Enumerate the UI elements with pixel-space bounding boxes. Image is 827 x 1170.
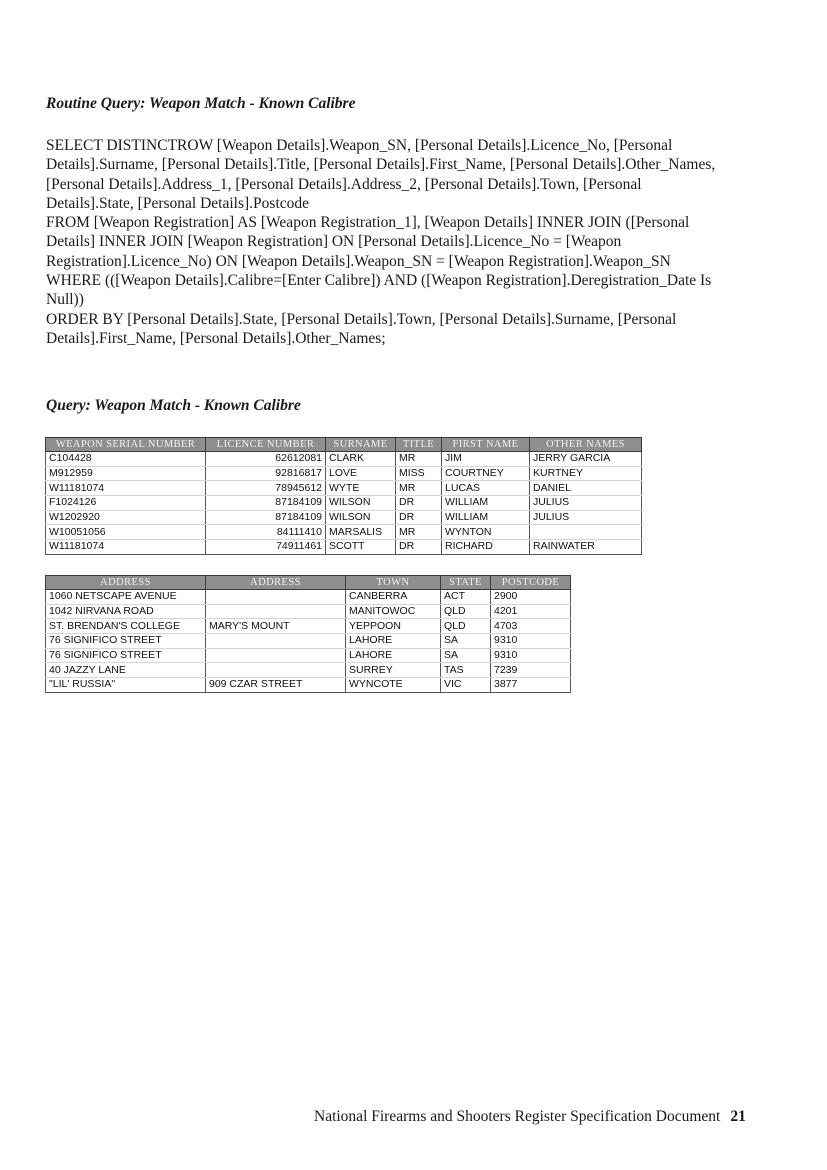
table-cell: 2900 — [491, 590, 571, 605]
table-cell: DR — [396, 540, 442, 555]
table-cell: WILSON — [326, 510, 396, 525]
table-cell: JULIUS — [530, 496, 642, 511]
sql-line: Details].State, [Personal Details].Postcode — [46, 194, 310, 212]
table-cell: CANBERRA — [346, 590, 441, 605]
table-cell: JERRY GARCIA — [530, 452, 642, 467]
table-cell: W11181074 — [46, 540, 206, 555]
table-row — [46, 663, 571, 678]
table-cell: C104428 — [46, 452, 206, 467]
table-row — [46, 619, 571, 634]
table-cell: KURTNEY — [530, 466, 642, 481]
table-row — [46, 540, 642, 555]
table-cell — [206, 590, 346, 605]
table-cell: LAHORE — [346, 634, 441, 649]
table-row — [46, 604, 571, 619]
table-cell: MR — [396, 452, 442, 467]
table-cell: MR — [396, 481, 442, 496]
table-row — [46, 525, 642, 540]
table-cell: MARSALIS — [326, 525, 396, 540]
table-cell: 9310 — [491, 634, 571, 649]
column-header: ADDRESS — [206, 576, 346, 590]
table-cell: 92816817 — [206, 466, 326, 481]
column-header: FIRST NAME — [442, 438, 530, 452]
column-header: TITLE — [396, 438, 442, 452]
table-cell: CLARK — [326, 452, 396, 467]
table-cell: 1060 NETSCAPE AVENUE — [46, 590, 206, 605]
address-results-table — [45, 575, 571, 693]
table-cell — [530, 525, 642, 540]
table-cell: WILLIAM — [442, 510, 530, 525]
table-cell: 9310 — [491, 648, 571, 663]
table-row — [46, 496, 642, 511]
table-cell: LOVE — [326, 466, 396, 481]
table-cell: WILLIAM — [442, 496, 530, 511]
sql-line: Details].First_Name, [Personal Details].Other_Names; — [46, 329, 386, 347]
table-cell: MANITOWOC — [346, 604, 441, 619]
weapon-results-table — [45, 437, 642, 555]
table-cell: TAS — [441, 663, 491, 678]
table-cell: COURTNEY — [442, 466, 530, 481]
routine-query-heading: Routine Query: Weapon Match - Known Calibre — [46, 95, 356, 112]
table-cell — [206, 604, 346, 619]
sql-query-text — [46, 136, 776, 348]
table-cell: WYNCOTE — [346, 678, 441, 693]
table-cell: LUCAS — [442, 481, 530, 496]
table-cell: WYNTON — [442, 525, 530, 540]
table-cell: 3877 — [491, 678, 571, 693]
table-cell — [206, 663, 346, 678]
table-cell: F1024126 — [46, 496, 206, 511]
sql-line: ORDER BY [Personal Details].State, [Personal Details].Town, [Personal Details].Surname, [Personal — [46, 310, 677, 328]
table-cell: W10051056 — [46, 525, 206, 540]
column-header: WEAPON SERIAL NUMBER — [46, 438, 206, 452]
table-cell: W11181074 — [46, 481, 206, 496]
table-body — [46, 590, 571, 693]
table-cell: ST. BRENDAN'S COLLEGE — [46, 619, 206, 634]
page-number: 21 — [730, 1108, 746, 1125]
table-header — [46, 438, 642, 452]
column-header: TOWN — [346, 576, 441, 590]
table-cell: M912959 — [46, 466, 206, 481]
column-header: POSTCODE — [491, 576, 571, 590]
sql-line: [Personal Details].Address_1, [Personal Details].Address_2, [Personal Details].Town, [Personal — [46, 175, 642, 193]
table-header — [46, 576, 571, 590]
sql-line: Details] INNER JOIN [Weapon Registration] ON [Personal Details].Licence_No = [Weapon — [46, 233, 622, 251]
table-cell: QLD — [441, 619, 491, 634]
table-row — [46, 452, 642, 467]
table-row — [46, 590, 571, 605]
column-header: STATE — [441, 576, 491, 590]
sql-line: SELECT DISTINCTROW [Weapon Details].Weapon_SN, [Personal Details].Licence_No, [Personal — [46, 137, 673, 154]
sql-line: WHERE (([Weapon Details].Calibre=[Enter Calibre]) AND ([Weapon Registration].Deregistration_Date Is — [46, 272, 712, 290]
table-cell: JIM — [442, 452, 530, 467]
table-cell: 1042 NIRVANA ROAD — [46, 604, 206, 619]
page-footer — [314, 1108, 746, 1126]
table-cell: 74911461 — [206, 540, 326, 555]
document-title: National Firearms and Shooters Register Specification Document — [314, 1108, 721, 1125]
query-heading: Query: Weapon Match - Known Calibre — [46, 397, 301, 414]
table-cell: SA — [441, 634, 491, 649]
table-cell: DR — [396, 510, 442, 525]
sql-line: Null)) — [46, 291, 84, 309]
table-cell: MR — [396, 525, 442, 540]
table-cell: 87184109 — [206, 510, 326, 525]
table-cell: SURREY — [346, 663, 441, 678]
table-cell: RICHARD — [442, 540, 530, 555]
table-cell: W1202920 — [46, 510, 206, 525]
table-row — [46, 678, 571, 693]
table-cell: WYTE — [326, 481, 396, 496]
table-cell: "LIL' RUSSIA" — [46, 678, 206, 693]
table-cell: WILSON — [326, 496, 396, 511]
table-cell: YEPPOON — [346, 619, 441, 634]
table-row — [46, 634, 571, 649]
table-cell: SA — [441, 648, 491, 663]
table-cell: DANIEL — [530, 481, 642, 496]
table-cell: JULIUS — [530, 510, 642, 525]
table-cell: 78945612 — [206, 481, 326, 496]
table-cell: RAINWATER — [530, 540, 642, 555]
table-cell: LAHORE — [346, 648, 441, 663]
column-header: ADDRESS — [46, 576, 206, 590]
sql-line: FROM [Weapon Registration] AS [Weapon Registration_1], [Weapon Details] INNER JOIN ([Personal — [46, 214, 690, 232]
sql-line: Registration].Licence_No) ON [Weapon Details].Weapon_SN = [Weapon Registration].Weapon_SN — [46, 252, 671, 270]
table-cell: DR — [396, 496, 442, 511]
table-body — [46, 452, 642, 555]
table-cell: MISS — [396, 466, 442, 481]
table-cell: 62612081 — [206, 452, 326, 467]
table-row — [46, 510, 642, 525]
table-cell: 4201 — [491, 604, 571, 619]
table-cell: QLD — [441, 604, 491, 619]
column-header: SURNAME — [326, 438, 396, 452]
table-cell: 7239 — [491, 663, 571, 678]
table-row — [46, 481, 642, 496]
table-cell: SCOTT — [326, 540, 396, 555]
table-row — [46, 648, 571, 663]
table-cell: 76 SIGNIFICO STREET — [46, 648, 206, 663]
column-header: LICENCE NUMBER — [206, 438, 326, 452]
table-cell: 4703 — [491, 619, 571, 634]
table-cell: 87184109 — [206, 496, 326, 511]
table-cell: 76 SIGNIFICO STREET — [46, 634, 206, 649]
table-cell: 40 JAZZY LANE — [46, 663, 206, 678]
sql-line: Details].Surname, [Personal Details].Title, [Personal Details].First_Name, [Personal Details].Other_Names, — [46, 156, 716, 174]
table-cell: ACT — [441, 590, 491, 605]
table-cell — [206, 634, 346, 649]
table-cell: MARY'S MOUNT — [206, 619, 346, 634]
table-cell: 84111410 — [206, 525, 326, 540]
table-cell: VIC — [441, 678, 491, 693]
table-cell — [206, 648, 346, 663]
table-cell: 909 CZAR STREET — [206, 678, 346, 693]
table-row — [46, 466, 642, 481]
column-header: OTHER NAMES — [530, 438, 642, 452]
